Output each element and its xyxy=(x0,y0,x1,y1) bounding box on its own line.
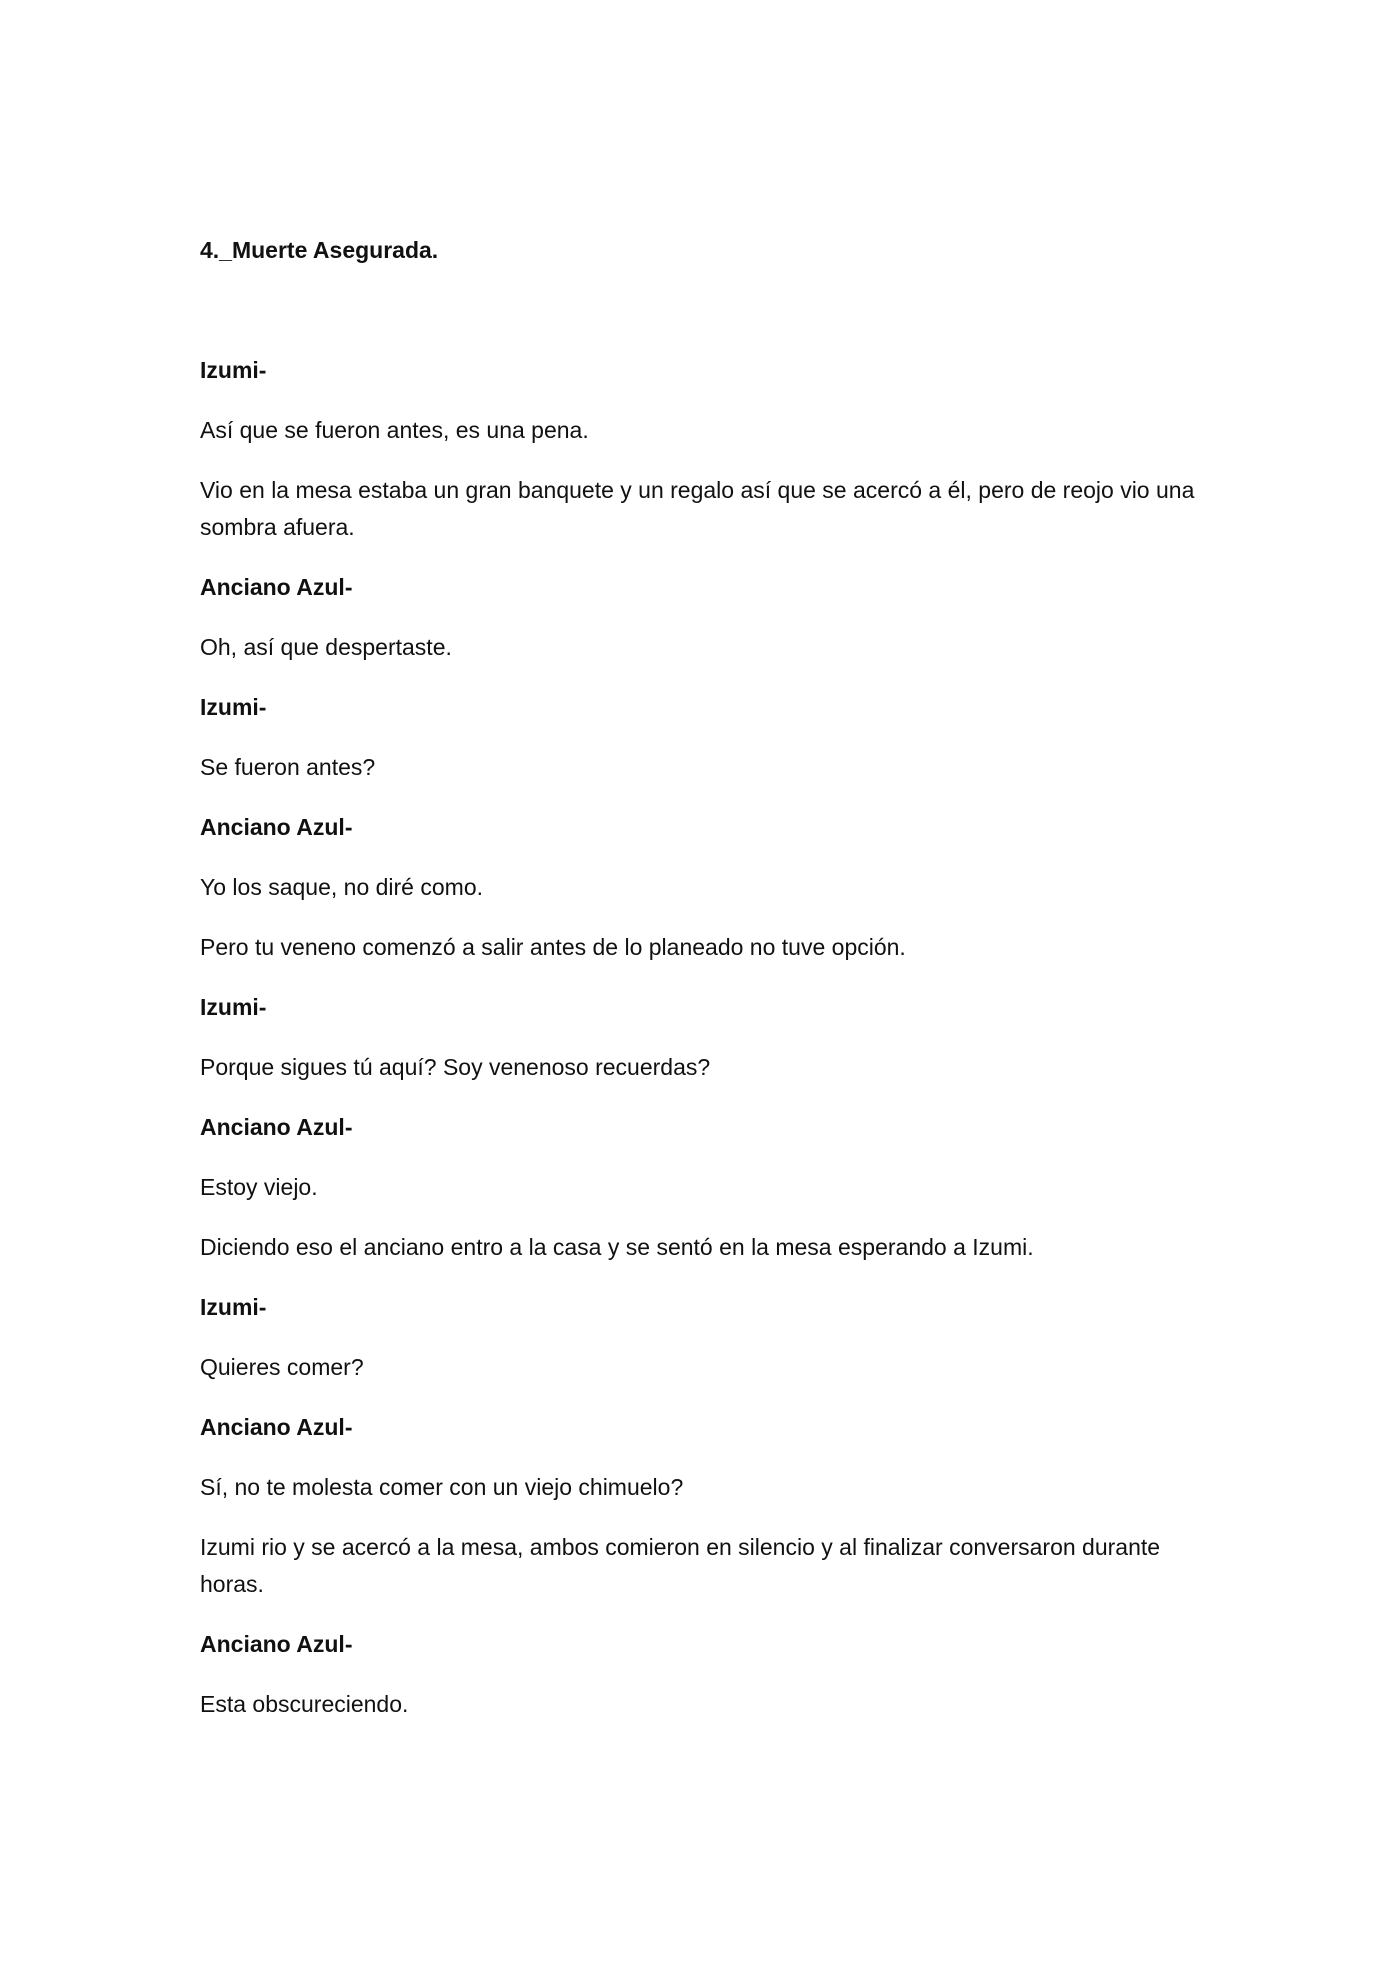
speaker-label: Anciano Azul- xyxy=(200,814,353,840)
document-body xyxy=(200,232,1200,1746)
dialogue-line: Oh, así que despertaste. xyxy=(200,634,452,660)
narration-paragraph: Vio en la mesa estaba un gran banquete y un regalo así que se acercó a él, pero de reojo vio una sombra afuera. xyxy=(200,477,1195,540)
narration-paragraph: Diciendo eso el anciano entro a la casa y se sentó en la mesa esperando a Izumi. xyxy=(200,1234,1034,1260)
narration-paragraph: Izumi rio y se acercó a la mesa, ambos comieron en silencio y al finalizar conversaron durante horas. xyxy=(200,1534,1161,1597)
speaker-label: Izumi- xyxy=(200,357,267,383)
speaker-label: Anciano Azul- xyxy=(200,1631,353,1657)
dialogue-line: Pero tu veneno comenzó a salir antes de lo planeado no tuve opción. xyxy=(200,934,906,960)
speaker-label: Anciano Azul- xyxy=(200,574,353,600)
speaker-label: Anciano Azul- xyxy=(200,1414,353,1440)
dialogue-line: Estoy viejo. xyxy=(200,1174,318,1200)
speaker-label: Anciano Azul- xyxy=(200,1114,353,1140)
chapter-title: 4._Muerte Asegurada. xyxy=(200,237,439,263)
dialogue-line: Esta obscureciendo. xyxy=(200,1691,409,1717)
dialogue-line: Porque sigues tú aquí? Soy venenoso recuerdas? xyxy=(200,1054,711,1080)
dialogue-line: Quieres comer? xyxy=(200,1354,364,1380)
dialogue-line: Así que se fueron antes, es una pena. xyxy=(200,417,589,443)
speaker-label: Izumi- xyxy=(200,694,267,720)
speaker-label: Izumi- xyxy=(200,994,267,1020)
dialogue-line: Sí, no te molesta comer con un viejo chimuelo? xyxy=(200,1474,684,1500)
dialogue-line: Yo los saque, no diré como. xyxy=(200,874,483,900)
speaker-label: Izumi- xyxy=(200,1294,267,1320)
dialogue-line: Se fueron antes? xyxy=(200,754,376,780)
